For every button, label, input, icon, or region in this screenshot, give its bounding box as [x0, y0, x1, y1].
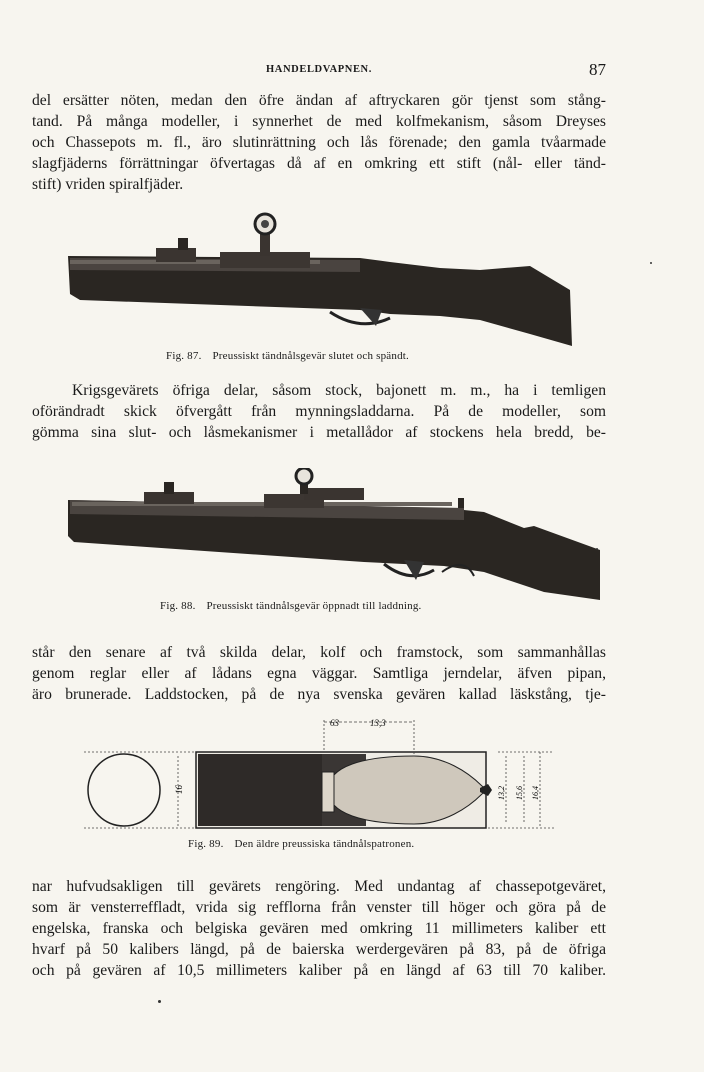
page-header [32, 60, 606, 80]
dimension-label: 63 [330, 718, 339, 728]
paragraph-1 [32, 90, 606, 195]
rifle-illustration [68, 468, 600, 600]
text-line: genom reglar eller af lådans egna väggar. Samtliga jerndelar, äfven pipan, [32, 665, 606, 682]
text-line: och Chassepots m. fl., äro slutinrättning och lås förenade; den gamla tvåarmade [32, 134, 606, 151]
paragraph-2 [32, 380, 606, 443]
text-line: oförändradt skick öfvergått från mynningsladdarna. På de modeller, som [32, 403, 606, 420]
figure-number: Fig. 87. [166, 350, 202, 362]
page-number: 87 [589, 60, 606, 79]
text-line: Krigsgevärets öfriga delar, såsom stock, bajonett m. m., ha i temligen [72, 382, 606, 399]
dimension-label: 16,4 [531, 786, 540, 800]
figure-89-cartridge [84, 712, 554, 840]
figure-caption-text: Preussiskt tändnålsgevär öppnadt till laddning. [206, 600, 422, 612]
figure-87-rifle-closed [60, 208, 580, 348]
text-line: engelska, franska och belgiska gevären med omkring 11 millimeters kaliber ett [32, 920, 606, 937]
text-line: gömma sina slut- och låsmekanismer i metallådor af stockens hela bredd, be- [32, 424, 606, 441]
print-speck [650, 262, 652, 264]
dimension-label: 13,2 [497, 786, 506, 800]
text-line: slagfjäderns förrättningar öfvertagas då af en omkring ett stift (nål- eller tänd- [32, 155, 606, 172]
text-line: hvarf på 50 kalibers längd, på de baierska werdergevären på 83, på de öfriga [32, 941, 606, 958]
text-line: äro brunerade. Laddstocken, på de nya svenska gevären kallad läskstång, tje- [32, 686, 606, 703]
text-line: nar hufvudsakligen till gevärets rengöring. Med undantag af chassepotgeväret, [32, 878, 606, 895]
text-line: och på gevären af 10,5 millimeters kaliber på en längd af 63 till 70 kaliber. [32, 962, 606, 979]
text-line: stift) vriden spiralfjäder. [32, 176, 184, 193]
figure-number: Fig. 89. [188, 838, 224, 850]
figure-88-rifle-open [64, 468, 604, 608]
paragraph-3 [32, 642, 606, 705]
figure-87-caption [166, 350, 409, 362]
text-line: som är vensterreffladt, vrida sig refflorna från venster till höger och göra på de [32, 899, 606, 916]
paragraph-4 [32, 876, 606, 981]
figure-caption-text: Preussiskt tändnålsgevär slutet och spändt. [212, 350, 409, 362]
text-line: tand. På många modeller, i synnerhet de med kolfmekanism, såsom Dreyses [32, 113, 606, 130]
dimension-label: 15,6 [515, 786, 524, 800]
print-speck [158, 1000, 161, 1003]
dimension-label: 13,3 [370, 718, 386, 728]
figure-88-caption [160, 600, 422, 612]
running-head: HANDELDVAPNEN. [266, 64, 372, 75]
print-speck [596, 548, 598, 550]
figure-caption-text: Den äldre preussiska tändnålspatronen. [234, 838, 415, 850]
dimension-label: 16 [174, 785, 184, 794]
figure-number: Fig. 88. [160, 600, 196, 612]
cartridge-diagram [84, 718, 554, 828]
text-line: står den senare af två skilda delar, kolf och framstock, som sammanhållas [32, 644, 606, 661]
figure-89-caption [188, 838, 414, 850]
text-line: del ersätter nöten, medan den öfre ändan af aftryckaren gör tjenst som stång- [32, 92, 606, 109]
rifle-illustration [68, 214, 572, 346]
